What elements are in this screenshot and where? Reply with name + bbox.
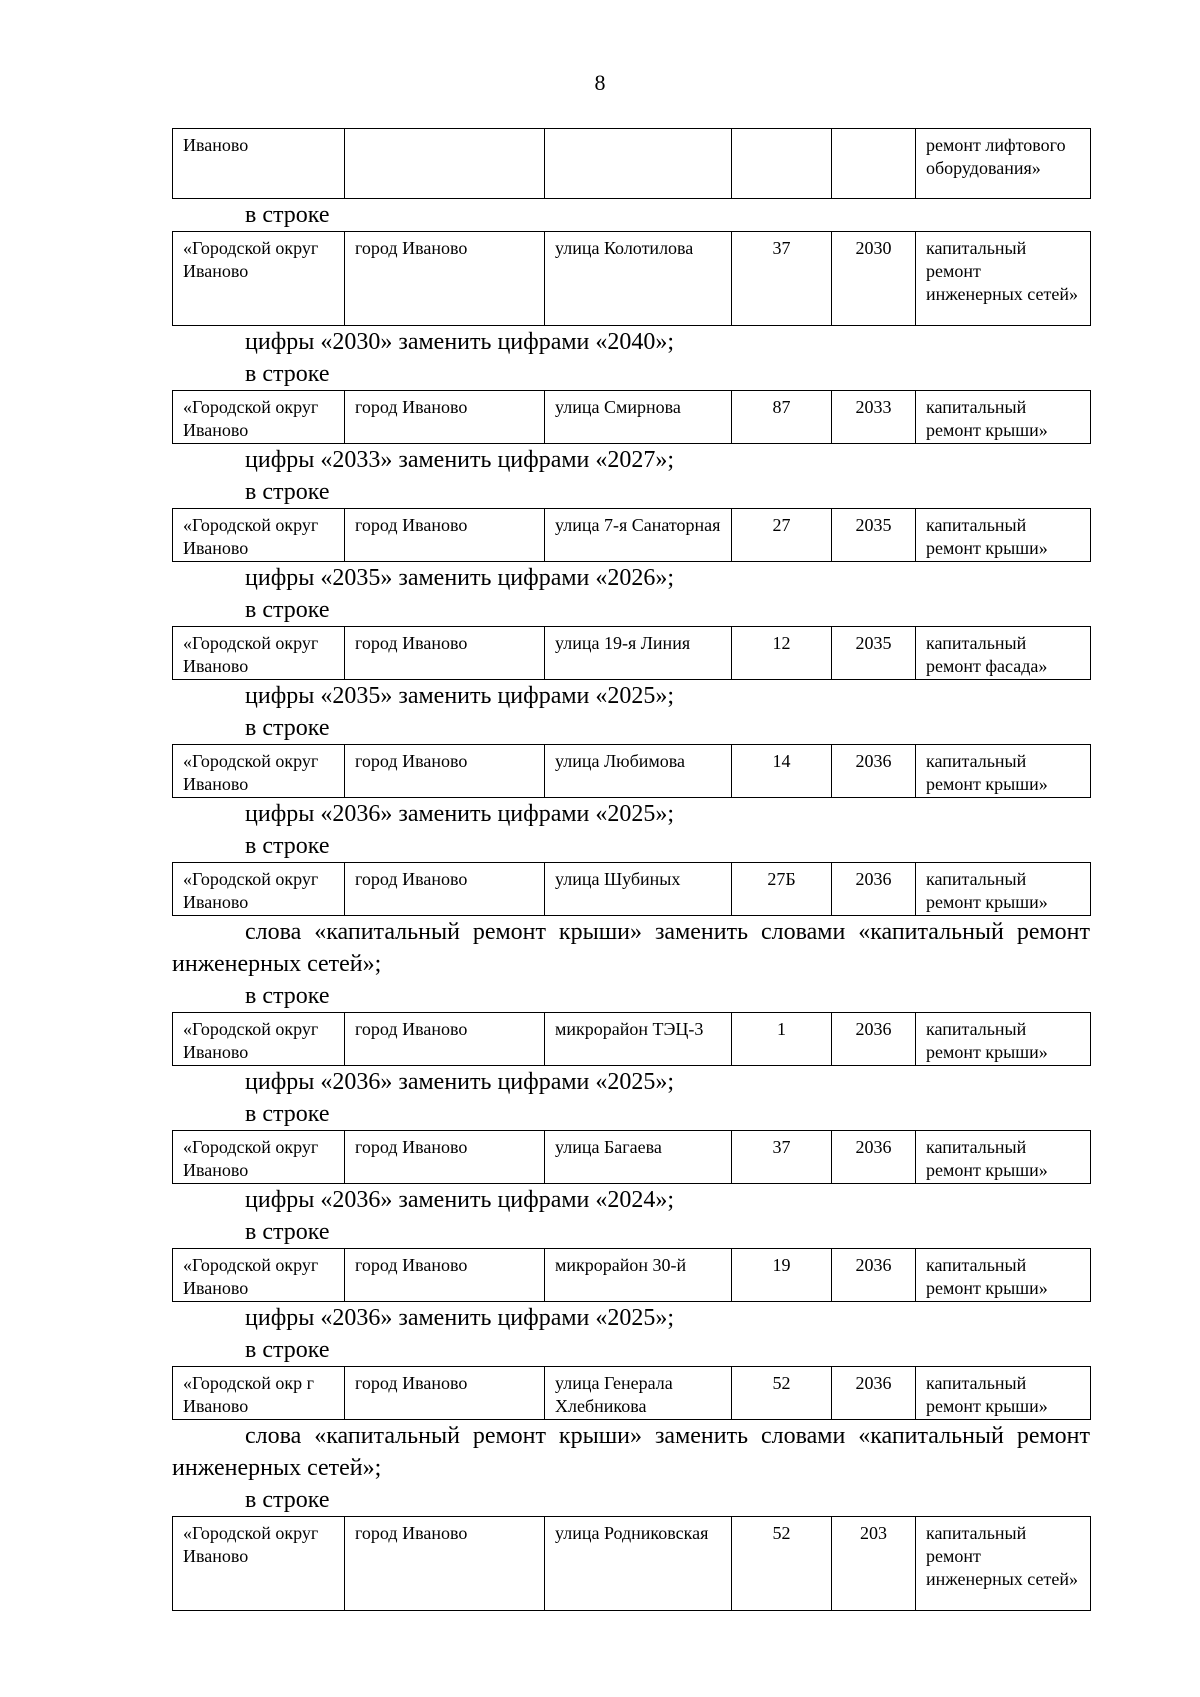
in-row-label: в строке xyxy=(245,361,330,387)
cell-house: 1 xyxy=(732,1013,832,1066)
in-row-label: в строке xyxy=(245,1101,330,1127)
cell-street: улица 7-я Санаторная xyxy=(545,509,732,562)
cell-settlement: город Иваново xyxy=(345,391,545,444)
cell-year: 203 xyxy=(832,1517,916,1611)
cell-work-type: капитальный ремонт крыши» xyxy=(916,745,1091,798)
in-row-label: в строке xyxy=(245,1337,330,1363)
amended-table-row xyxy=(172,508,1091,562)
cell-work-type: капитальный ремонт крыши» xyxy=(916,1013,1091,1066)
amendment-instruction: цифры «2033» заменить цифрами «2027»; xyxy=(245,447,675,473)
cell-municipality: «Городской округ Иваново xyxy=(173,1517,345,1611)
cell-work-type: капитальный ремонт крыши» xyxy=(916,1131,1091,1184)
cell-work-type: капитальный ремонт крыши» xyxy=(916,1367,1091,1420)
cell-street: микрорайон ТЭЦ-3 xyxy=(545,1013,732,1066)
in-row-label: в строке xyxy=(245,1487,330,1513)
amendment-instruction: цифры «2036» заменить цифрами «2025»; xyxy=(245,1305,675,1331)
cell-settlement: город Иваново xyxy=(345,1013,545,1066)
cell-work-type: капитальный ремонт крыши» xyxy=(916,391,1091,444)
cell-house: 52 xyxy=(732,1517,832,1611)
cell-work-type: капитальный ремонт крыши» xyxy=(916,863,1091,916)
cell-work-type: капитальный ремонт фасада» xyxy=(916,627,1091,680)
cell-street: улица Генерала Хлебникова xyxy=(545,1367,732,1420)
cell-year: 2036 xyxy=(832,1013,916,1066)
cell-municipality: «Городской округ Иваново xyxy=(173,863,345,916)
amended-table-row xyxy=(172,231,1091,326)
cell-house: 14 xyxy=(732,745,832,798)
cell-municipality: «Городской округ Иваново xyxy=(173,1249,345,1302)
cell-year: 2035 xyxy=(832,627,916,680)
cell-house: 87 xyxy=(732,391,832,444)
amendment-instruction: цифры «2036» заменить цифрами «2024»; xyxy=(245,1187,675,1213)
cell-year: 2036 xyxy=(832,745,916,798)
amendment-instruction: цифры «2036» заменить цифрами «2025»; xyxy=(245,1069,675,1095)
in-row-label: в строке xyxy=(245,833,330,859)
cell-settlement: город Иваново xyxy=(345,1249,545,1302)
cell-year: 2036 xyxy=(832,1367,916,1420)
cell-municipality: «Городской округ Иваново xyxy=(173,509,345,562)
amendment-instruction: слова «капитальный ремонт крыши» заменить словами «капитальный ремонт инженерных сетей»; xyxy=(172,1423,1090,1481)
cell-work-type: ремонт лифтового оборудования» xyxy=(916,129,1091,199)
amendment-instruction: цифры «2035» заменить цифрами «2026»; xyxy=(245,565,675,591)
in-row-label: в строке xyxy=(245,983,330,1009)
cell-municipality: «Городской округ Иваново xyxy=(173,745,345,798)
document-body xyxy=(172,128,1090,1611)
amended-table-row xyxy=(172,626,1091,680)
cell-settlement: город Иваново xyxy=(345,509,545,562)
cell-work-type: капитальный ремонт инженерных сетей» xyxy=(916,232,1091,326)
cell-work-type: капитальный ремонт крыши» xyxy=(916,509,1091,562)
amended-table-row xyxy=(172,1130,1091,1184)
cell-settlement: город Иваново xyxy=(345,1517,545,1611)
cell-municipality: «Городской округ Иваново xyxy=(173,627,345,680)
amendment-instruction: цифры «2036» заменить цифрами «2025»; xyxy=(245,801,675,827)
cell-street: улица Шубиных xyxy=(545,863,732,916)
cell-street: улица Любимова xyxy=(545,745,732,798)
amended-table-row xyxy=(172,862,1091,916)
cell-settlement: город Иваново xyxy=(345,627,545,680)
cell-year: 2033 xyxy=(832,391,916,444)
cell-year: 2036 xyxy=(832,863,916,916)
cell-street: микрорайон 30-й xyxy=(545,1249,732,1302)
cell-settlement: город Иваново xyxy=(345,1131,545,1184)
cell-work-type: капитальный ремонт инженерных сетей» xyxy=(916,1517,1091,1611)
amended-table-row xyxy=(172,390,1091,444)
amended-table-row xyxy=(172,744,1091,798)
cell-settlement: город Иваново xyxy=(345,745,545,798)
cell-street xyxy=(545,129,732,199)
cell-house xyxy=(732,129,832,199)
amended-table-row xyxy=(172,1366,1091,1420)
cell-municipality: «Городской округ Иваново xyxy=(173,1131,345,1184)
cell-year: 2036 xyxy=(832,1131,916,1184)
in-row-label: в строке xyxy=(245,715,330,741)
cell-municipality: Иваново xyxy=(173,129,345,199)
cell-work-type: капитальный ремонт крыши» xyxy=(916,1249,1091,1302)
cell-house: 12 xyxy=(732,627,832,680)
page-number: 8 xyxy=(594,70,606,95)
cell-house: 27 xyxy=(732,509,832,562)
cell-street: улица Багаева xyxy=(545,1131,732,1184)
in-row-label: в строке xyxy=(245,1219,330,1245)
cell-municipality: «Городской окр г Иваново xyxy=(173,1367,345,1420)
cell-house: 19 xyxy=(732,1249,832,1302)
in-row-label: в строке xyxy=(245,597,330,623)
cell-settlement: город Иваново xyxy=(345,232,545,326)
cell-settlement: город Иваново xyxy=(345,1367,545,1420)
cell-municipality: «Городской округ Иваново xyxy=(173,391,345,444)
cell-street: улица Смирнова xyxy=(545,391,732,444)
cell-settlement: город Иваново xyxy=(345,863,545,916)
cell-house: 37 xyxy=(732,232,832,326)
cell-municipality: «Городской округ Иваново xyxy=(173,232,345,326)
amended-table-row xyxy=(172,1012,1091,1066)
amendment-instruction: цифры «2030» заменить цифрами «2040»; xyxy=(245,329,675,355)
in-row-label: в строке xyxy=(245,479,330,505)
cell-settlement xyxy=(345,129,545,199)
cell-year: 2030 xyxy=(832,232,916,326)
amendment-instruction: слова «капитальный ремонт крыши» заменить словами «капитальный ремонт инженерных сетей»; xyxy=(172,919,1090,977)
amended-table-row xyxy=(172,1516,1091,1611)
cell-street: улица Колотилова xyxy=(545,232,732,326)
amendment-instruction: цифры «2035» заменить цифрами «2025»; xyxy=(245,683,675,709)
cell-year: 2036 xyxy=(832,1249,916,1302)
in-row-label: в строке xyxy=(245,202,330,228)
cell-house: 52 xyxy=(732,1367,832,1420)
cell-street: улица Родниковская xyxy=(545,1517,732,1611)
amended-table-row xyxy=(172,128,1091,199)
cell-year xyxy=(832,129,916,199)
cell-municipality: «Городской округ Иваново xyxy=(173,1013,345,1066)
cell-house: 27Б xyxy=(732,863,832,916)
cell-house: 37 xyxy=(732,1131,832,1184)
cell-year: 2035 xyxy=(832,509,916,562)
amended-table-row xyxy=(172,1248,1091,1302)
cell-street: улица 19-я Линия xyxy=(545,627,732,680)
